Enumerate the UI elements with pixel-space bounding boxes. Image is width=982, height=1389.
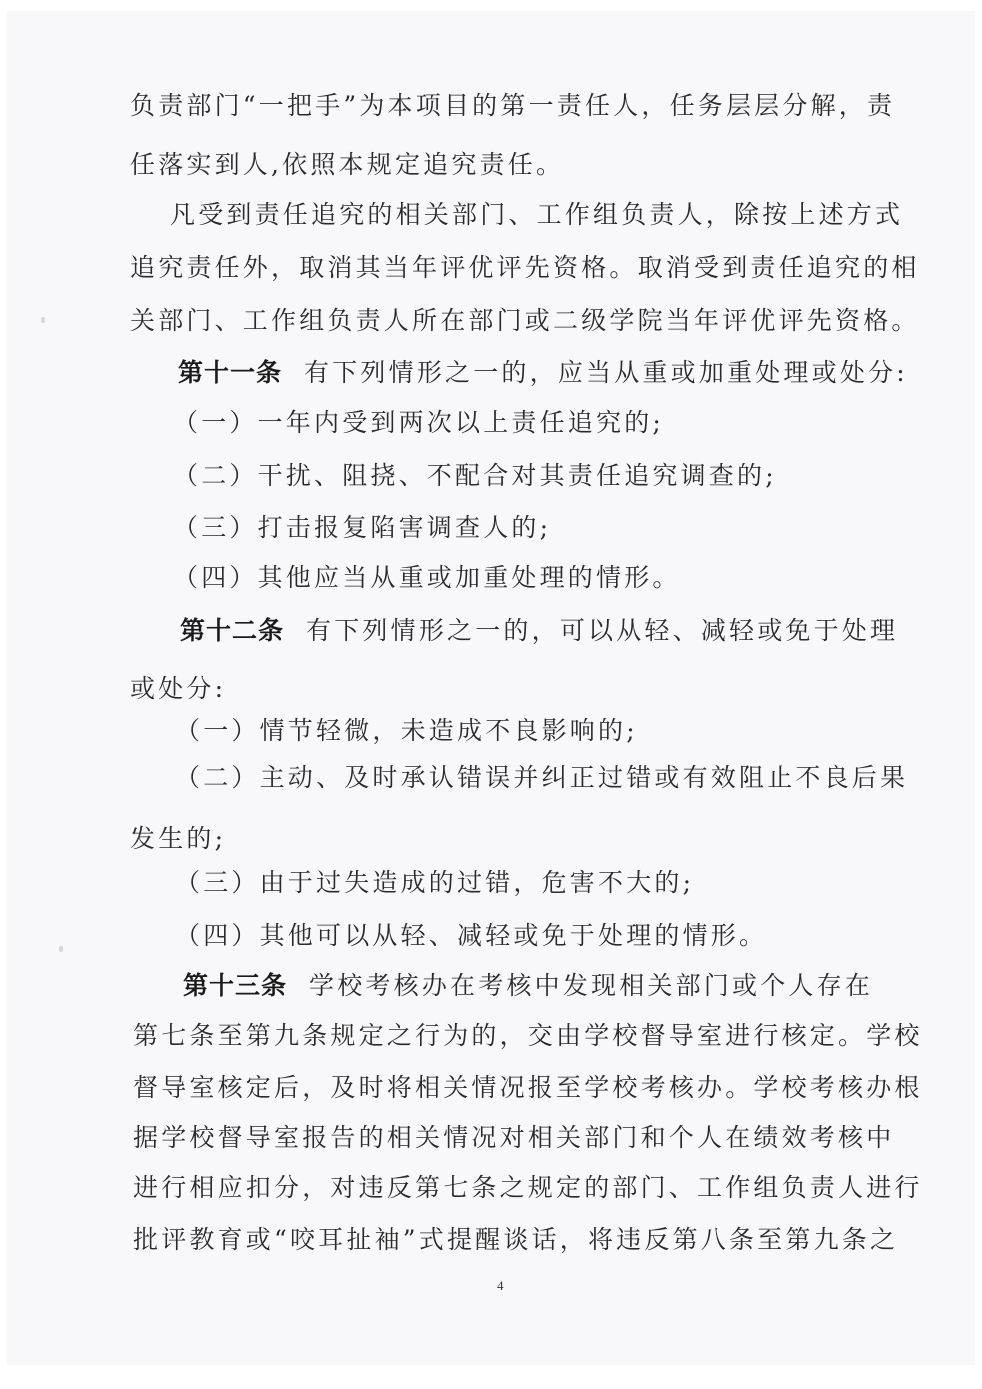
article-heading-line bbox=[178, 357, 908, 389]
line-text: 有下列情形之一的，可以从轻、减轻或免于处理 bbox=[306, 616, 899, 645]
line-text: 据学校督导室报告的相关情况对相关部门和个人在绩效考核中 bbox=[133, 1123, 895, 1152]
line-text: 发生的; bbox=[130, 824, 227, 853]
text-line bbox=[130, 149, 564, 181]
text-line bbox=[130, 252, 920, 284]
text-line bbox=[130, 823, 226, 855]
text-line bbox=[133, 1172, 923, 1204]
line-text: 关部门、工作组负责人所在部门或二级学院当年评优评先资格。 bbox=[130, 306, 920, 335]
text-line bbox=[133, 1122, 894, 1154]
line-text: 学校考核办在考核中发现相关部门或个人存在 bbox=[309, 971, 874, 1000]
text-line bbox=[133, 1224, 898, 1256]
line-text: 有下列情形之一的，应当从重或加重处理或处分: bbox=[304, 358, 908, 387]
page-number: 4 bbox=[497, 1278, 504, 1293]
text-line bbox=[173, 562, 681, 594]
line-text: 追究责任外，取消其当年评优评先资格。取消受到责任追究的相 bbox=[130, 253, 920, 282]
line-text: （一）一年内受到两次以上责任追究的; bbox=[173, 408, 665, 437]
line-text: （一）情节轻微，未造成不良影响的; bbox=[175, 716, 638, 745]
text-line bbox=[175, 715, 638, 747]
article-label: 第十三条 bbox=[183, 971, 288, 1000]
article-label: 第十一条 bbox=[178, 358, 283, 387]
scan-artifact bbox=[59, 946, 63, 952]
scan-artifact bbox=[41, 317, 45, 323]
line-text: （二）干扰、阻挠、不配合对其责任追究调查的; bbox=[173, 461, 777, 490]
line-text: 凡受到责任追究的相关部门、工作组负责人，除按上述方式 bbox=[170, 200, 904, 229]
text-line bbox=[175, 867, 694, 899]
text-line bbox=[173, 407, 664, 439]
text-line bbox=[173, 512, 551, 544]
article-heading-line bbox=[180, 615, 898, 647]
text-line bbox=[130, 673, 226, 705]
line-text: 负责部门“一把手”为本项目的第一责任人，任务层层分解，责 bbox=[130, 91, 896, 120]
article-heading-line bbox=[183, 970, 873, 1002]
line-text: （三）由于过失造成的过错，危害不大的; bbox=[175, 868, 695, 897]
line-text: 进行相应扣分，对违反第七条之规定的部门、工作组负责人进行 bbox=[133, 1173, 923, 1202]
text-line bbox=[130, 90, 895, 122]
text-line bbox=[173, 460, 777, 492]
text-line bbox=[133, 1072, 923, 1104]
article-label: 第十二条 bbox=[180, 616, 285, 645]
line-text: 或处分: bbox=[130, 674, 227, 703]
line-text: （二）主动、及时承认错误并纠正过错或有效阻止不良后果 bbox=[175, 763, 909, 792]
line-text: 督导室核定后，及时将相关情况报至学校考核办。学校考核办根 bbox=[133, 1073, 923, 1102]
text-line bbox=[130, 305, 920, 337]
line-text: （三）打击报复陷害调查人的; bbox=[173, 513, 552, 542]
text-line bbox=[170, 199, 903, 231]
line-text: 第七条至第九条规定之行为的，交由学校督导室进行核定。学校 bbox=[133, 1021, 923, 1050]
line-text: 任落实到人,依照本规定追究责任。 bbox=[130, 150, 565, 179]
line-text: 批评教育或“咬耳扯袖”式提醒谈话，将违反第八条至第九条之 bbox=[133, 1225, 899, 1254]
line-text: （四）其他可以从轻、减轻或免于处理的情形。 bbox=[175, 921, 768, 950]
text-line bbox=[175, 920, 767, 952]
text-line bbox=[133, 1020, 923, 1052]
line-text: （四）其他应当从重或加重处理的情形。 bbox=[173, 563, 681, 592]
text-line bbox=[175, 762, 908, 794]
